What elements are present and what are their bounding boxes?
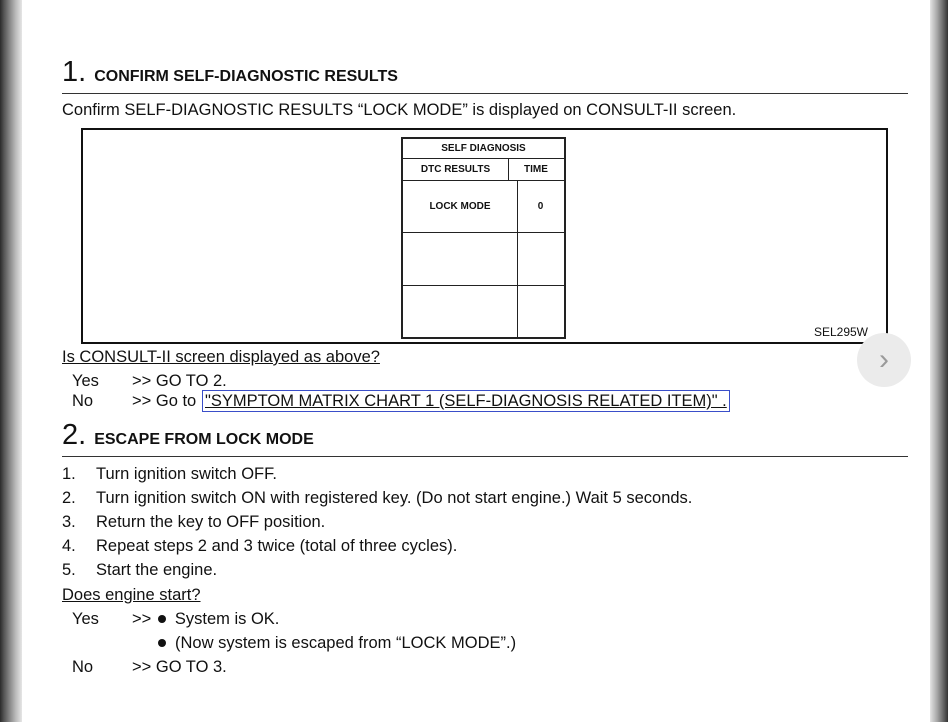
section-1-title: CONFIRM SELF-DIAGNOSTIC RESULTS [94, 68, 398, 85]
section-2-divider [62, 456, 908, 457]
column-header-dtc-results: DTC RESULTS [420, 163, 491, 175]
viewer-frame-right [930, 0, 948, 722]
step-item [62, 561, 217, 580]
symptom-matrix-chart-link[interactable]: "SYMPTOM MATRIX CHART 1 (SELF-DIAGNOSIS RELATED ITEM)" . [202, 390, 730, 412]
section-1-heading [62, 56, 398, 89]
chevron-right-icon: › [879, 343, 889, 376]
section-2-no-label: No [72, 658, 94, 676]
next-page-button[interactable] [857, 333, 911, 387]
table-divider [403, 285, 564, 286]
step-text: Turn ignition switch ON with registered key. (Do not start engine.) Wait 5 seconds. [96, 489, 693, 507]
step-item [62, 489, 692, 508]
step-number: 3. [62, 513, 76, 531]
step-text: Return the key to OFF position. [96, 513, 326, 531]
self-diagnosis-table [401, 137, 566, 339]
step-number: 2. [62, 489, 76, 507]
section-2-yes-prefix: >> [132, 610, 152, 628]
section-2-yes-label: Yes [72, 610, 99, 628]
table-title: SELF DIAGNOSIS [441, 143, 526, 154]
bullet-icon [158, 639, 166, 647]
figure-id: SEL295W [813, 325, 868, 339]
section-1-divider [62, 93, 908, 94]
section-2-heading [62, 419, 314, 452]
bullet-icon [158, 615, 166, 623]
step-text: Turn ignition switch OFF. [96, 465, 277, 483]
section-2-yes-result-2 [156, 634, 516, 653]
consult-screen-figure [81, 128, 888, 344]
section-2-question: Does engine start? [62, 586, 201, 604]
step-item [62, 513, 325, 532]
section-1-yes-action: >> GO TO 2. [132, 372, 227, 390]
document-page [22, 0, 930, 722]
row-1-dtc-result: LOCK MODE [429, 200, 491, 212]
section-1-question: Is CONSULT-II screen displayed as above? [62, 348, 380, 366]
section-2-yes-bullet-1: System is OK. [174, 610, 280, 628]
table-divider [403, 232, 564, 233]
viewer-frame-left [0, 0, 22, 722]
section-2-no-action: >> GO TO 3. [132, 658, 227, 676]
step-item [62, 537, 457, 556]
section-2-yes-result [132, 610, 279, 629]
section-1-no-action: >> Go to [132, 392, 197, 410]
column-header-time: TIME [524, 163, 548, 175]
step-text: Repeat steps 2 and 3 twice (total of three cycles). [96, 537, 458, 555]
step-item [62, 465, 277, 484]
step-number: 5. [62, 561, 76, 579]
section-2-title: ESCAPE FROM LOCK MODE [94, 431, 314, 448]
section-1-instruction: Confirm SELF-DIAGNOSTIC RESULTS “LOCK MODE” is displayed on CONSULT-II screen. [62, 101, 737, 119]
table-divider [508, 158, 509, 180]
section-1-number: 1. [62, 56, 87, 88]
section-1-no-label: No [72, 392, 94, 410]
section-2-number: 2. [62, 419, 87, 451]
section-2-yes-bullet-2: (Now system is escaped from “LOCK MODE”.) [175, 634, 517, 652]
step-number: 1. [62, 465, 76, 483]
section-1-yes-label: Yes [72, 372, 99, 390]
step-number: 4. [62, 537, 76, 555]
row-1-time: 0 [537, 200, 544, 212]
step-text: Start the engine. [96, 561, 218, 579]
